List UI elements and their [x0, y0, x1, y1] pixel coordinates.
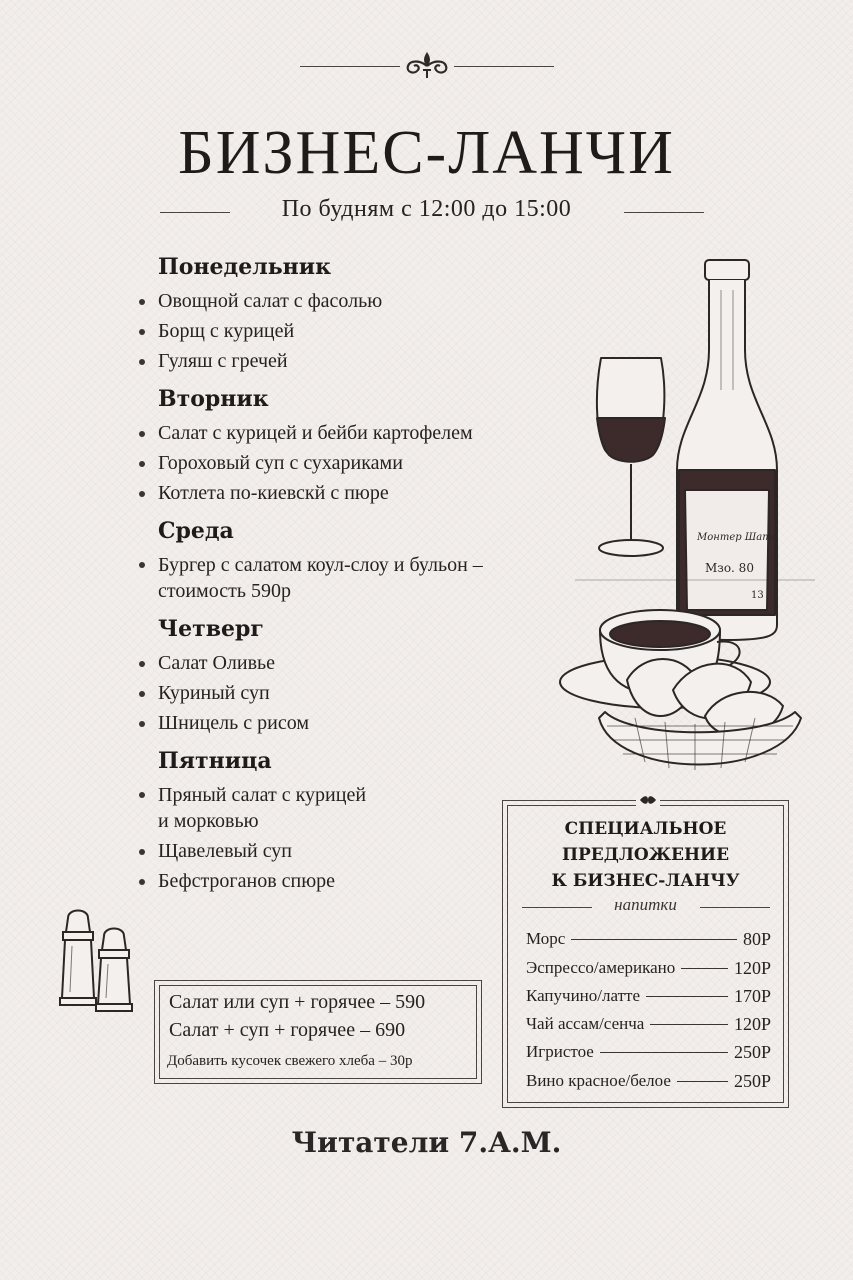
drink-price: 80Р [742, 928, 771, 949]
day-heading-tuesday: Вторник [158, 386, 269, 412]
menu-list-monday [133, 286, 573, 376]
menu-item-line: Пряный салат с курицей [158, 784, 367, 806]
menu-item-line: Бургер с салатом коул-слоу и бульон – [158, 554, 483, 576]
drink-dash-line [677, 1081, 728, 1082]
subtitle-hours: По будням с 12:00 до 15:00 [281, 196, 572, 222]
leaf-ornament-icon [636, 794, 660, 806]
drink-dash-line [571, 939, 737, 940]
drink-name: Чай ассам/сенча [526, 1014, 645, 1033]
drink-row [526, 955, 771, 981]
day-heading-wednesday: Среда [158, 518, 234, 544]
drink-price: 250Р [733, 1041, 771, 1062]
wine-bottle-icon [677, 260, 777, 640]
drink-dash-line [600, 1052, 728, 1053]
drink-price: 120Р [733, 1013, 771, 1034]
drink-row [526, 1068, 771, 1094]
menu-item: Салат с курицей и бейби картофелем [133, 418, 573, 448]
menu-item: Гороховый суп с сухариками [133, 448, 573, 478]
menu-list-wednesday [133, 550, 573, 606]
bottle-label-year: Мзо. 80 [705, 561, 754, 575]
wine-and-bread-illustration [555, 250, 835, 790]
drink-name: Капучино/латте [526, 986, 640, 1005]
page-title: БИЗНЕС-ЛАНЧИ [178, 119, 675, 187]
bread-basket-icon [599, 659, 801, 770]
special-heading-line1: СПЕЦИАЛЬНОЕ [564, 819, 727, 839]
special-heading-line3: К БИЗНЕС-ЛАНЧУ [551, 871, 740, 891]
day-heading-thursday: Четверг [158, 616, 264, 642]
menu-item [133, 550, 573, 606]
menu-item: Шницель с рисом [133, 708, 573, 738]
drink-row [526, 1039, 771, 1065]
combo-price-salad-and-soup: Салат + суп + горячее – 690 [169, 1019, 406, 1041]
drink-row [526, 983, 771, 1009]
menu-item: Куриный суп [133, 678, 573, 708]
menu-list-thursday [133, 648, 573, 738]
drink-name: Вино красное/белое [526, 1071, 671, 1090]
day-heading-friday: Пятница [158, 748, 272, 774]
bottle-label-text: Монтер Шато [697, 532, 778, 543]
drink-price: 250Р [733, 1070, 771, 1091]
salt-pepper-shakers-icon [54, 906, 142, 1016]
drink-dash-line [681, 968, 728, 969]
drink-row [526, 1011, 771, 1037]
ornament-line-left [300, 66, 400, 67]
menu-item-line: стоимость 590р [158, 580, 291, 602]
menu-item: Салат Оливье [133, 648, 573, 678]
drink-row [526, 926, 771, 952]
menu-item: Гуляш с гречей [133, 346, 573, 376]
day-heading-monday: Понедельник [158, 254, 331, 280]
drink-name: Морс [526, 929, 566, 948]
drink-dash-line [650, 1024, 728, 1025]
bread-addon-note: Добавить кусочек свежего хлеба – 30р [167, 1053, 413, 1069]
menu-item: Овощной салат с фасолью [133, 286, 573, 316]
footer-signature: Читатели 7.А.М. [291, 1126, 562, 1159]
combo-price-salad-or-soup: Салат или суп + горячее – 590 [169, 991, 426, 1013]
menu-item: Бефстроганов спюре [133, 866, 573, 896]
drink-name: Эспрессо/американо [526, 958, 676, 977]
drink-dash-line [646, 996, 728, 997]
menu-item: Щавелевый суп [133, 836, 573, 866]
menu-item-line: и морковью [158, 810, 259, 832]
drink-price: 170Р [733, 985, 771, 1006]
combo-price-box [154, 980, 482, 1084]
bottle-label-number: 13 [751, 590, 764, 601]
drinks-label-text: напитки [614, 895, 677, 914]
menu-item: Котлета по-киевскй с пюре [133, 478, 573, 508]
drinks-label [502, 895, 789, 915]
fleur-ornament-icon [400, 48, 454, 82]
wine-glass-icon [597, 358, 665, 556]
special-heading-line2: ПРЕДЛОЖЕНИЕ [561, 845, 730, 865]
ornament-line-right [454, 66, 554, 67]
drink-name: Игристое [526, 1042, 594, 1061]
drink-price: 120Р [733, 957, 771, 978]
menu-list-tuesday [133, 418, 573, 508]
menu-item: Борщ с курицей [133, 316, 573, 346]
